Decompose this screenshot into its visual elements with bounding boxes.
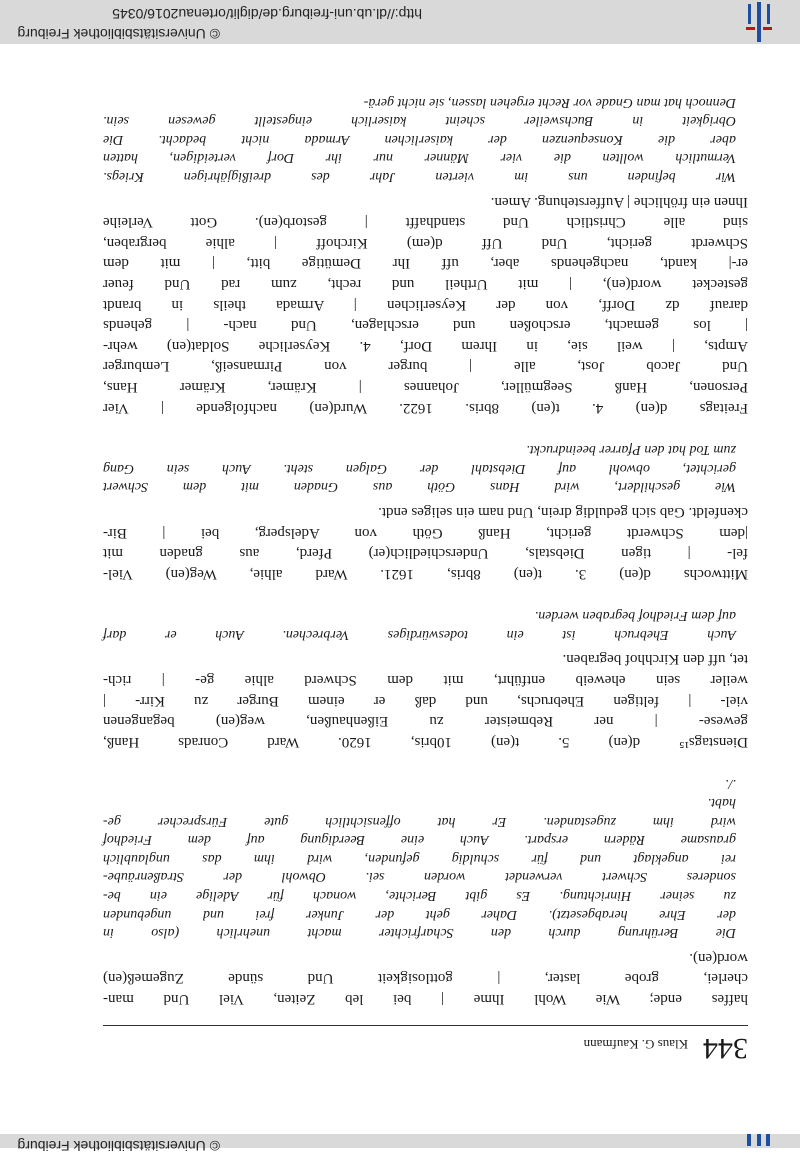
text-line: er-| kandt, nachgehends aber, uff Ihr Demütige bitt, | mit dem [103,255,748,272]
text-line: aber die Konsequenzen der kaiserlichen Armada nicht bedacht. Die [103,131,736,147]
page-body [103,92,748,1009]
text-line: darauf dz Dorff, von der Keyserlichen | Armada theils in brandt [103,296,748,313]
commentary-paragraph [103,92,736,185]
commentary-paragraph [103,774,736,941]
text-line: Vermutlich wollten die vier Männer nur ihr Dorf verteidigen, hatten [103,150,736,166]
text-line: Wir befinden uns im vierten Jahr des dreißigjährigen Kriegs. [103,169,736,185]
text-line: Ihnen ein fröhliche | Aufferstehung. Amen. [490,193,748,210]
running-header [103,1025,748,1066]
text-line: Die Berührung durch den Scharfrichter macht unehrlich (also in [103,925,736,941]
text-line: gewese- | ner Rebmeister zu Eißenhaußen, weg(en) begangenen [103,713,748,730]
university-logo-icon [746,0,772,44]
text-line: weiler sein eheweib entführt, mit dem Schwerd alhie ge- | rich- [103,672,748,689]
text-line: ./. [725,776,736,792]
copyright-notice-top: © Universitätsbibliothek Freiburg [17,1138,220,1154]
transcription-paragraph [103,501,748,583]
text-line: haffes ende; Wie Wohl Ihme | bei leb Zeiten, Viel Und man- [103,991,748,1007]
text-line: Auch Ehebruch ist ein todeswürdiges Verbrechen. Auch er darf [103,626,736,642]
text-line: Freitags d(en) 4. t(en) 8bris. 1622. Wurd(en) nachfolgende | Vier [103,399,748,416]
text-line: auf dem Friedhof begraben werden. [534,608,736,624]
text-line: rei angeklagt und für schuldig gefunden, wird ihm das unglaublich [103,850,736,866]
text-line: Mittwochs d(en) 3. t(en) 8bris, 1621. Ward alhie, Weg(en) Viel- [103,565,748,582]
text-line: gestecket word(en), | mit Urtheil und recht, zum rad Und feuer [103,276,748,292]
text-line: Dennoch hat man Gnade vor Recht ergehen lassen, sie nicht gerä- [363,94,736,110]
viewer-bottom-bar [0,0,800,44]
text-line: wird ihm zugestanden. Er hat offensichtlich gute Fürsprecher ge- [103,813,736,829]
copyright-notice: © Universitätsbibliothek Freiburg [17,26,220,42]
text-line: sind alle Christlich Und standhafft | gestorb(en). Gott Verleihe [103,214,748,231]
text-line: zu seiner Hinrichtung. Es gibt Berichte, wonach für Adelige ein be- [103,888,736,904]
text-line: habt. [707,795,736,811]
text-line: Und Jacob Jost, alle | burger von Pirmanseiß, Lemburger [103,358,748,375]
text-line: Obrigkeit in Buchsweiler scheint kaiserlich eingestellt gewesen sein. [103,113,736,129]
text-line: ckenfeldt. Gab sich geduldig drein, Und nam ein seliges endt. [378,503,748,520]
text-line: der Ehre herabgesetzt). Daher geht der Junker frei und ungebunden [103,906,736,922]
transcription-paragraph [103,649,748,752]
text-line: tet, uff den Kirchhof begraben. [562,651,748,668]
commentary-paragraph [103,606,736,643]
document-url[interactable]: http://dl.ub.uni-freiburg.de/diglit/ortenau2016/0345 [112,6,422,22]
text-line: word(en). [689,949,748,966]
text-line: sonderes Schwert verwendet worden sei. Obwohl der Straßenräube- [103,869,736,885]
transcription-paragraph [103,947,748,1009]
text-line: zum Tod hat den Pfarrer beeindruckt. [526,442,736,458]
university-logo-icon [746,1134,772,1148]
text-line: cherlei, grobe laster, | gottlosigkeit Und sünde Zugemeß(en) [103,970,748,987]
text-line: Wie geschildert, wird Hans Göth aus Gnaden mit dem Schwert [103,479,736,495]
text-line: |dem Schwerdt gericht, Hanß Göth von Adelsperg, bei | Bir- [103,524,748,541]
text-line: Dienstags¹⁵ d(en) 5. t(en) 10bris, 1620. Ward Conrads Hanß, [103,733,748,750]
text-line: | los gemacht, erschoßen und erschlagen, Und nach- | gehends [103,317,748,334]
scanned-page [0,44,800,1104]
transcription-paragraph [103,191,748,418]
viewer-top-bar [0,1134,800,1154]
commentary-paragraph [103,440,736,496]
text-line: Personen, Hanß Seegmüller, Johannes | Krämer, Krämer Hans, [103,378,748,395]
running-head-author: Klaus G. Kaufmann [583,1037,688,1052]
text-line: fel- | tigen Diebstals, Underschiedlich(er) Pferd, aus gnaden mit [103,545,748,562]
text-line: Ampts, | weil sie, in Ihrem Dorf, 4. Keyserliche Soldat(en) wehr- [103,337,748,354]
text-line: gerichtet, obwohl auf Diebstahl der Galgen steht. Auch sein Gang [103,460,736,476]
text-line: grausame Rädern erspart. Auch eine Beerdigung auf dem Friedhof [103,832,736,848]
text-line: Schwerdt gericht, Und Uff d(em) Kirchoff | alhie bergraben, [103,234,748,251]
text-line: viel- | feltigen Ehebruchs, und daß er einem Burger zu Kirr- | [103,692,748,709]
page-number: 344 [703,1032,748,1065]
